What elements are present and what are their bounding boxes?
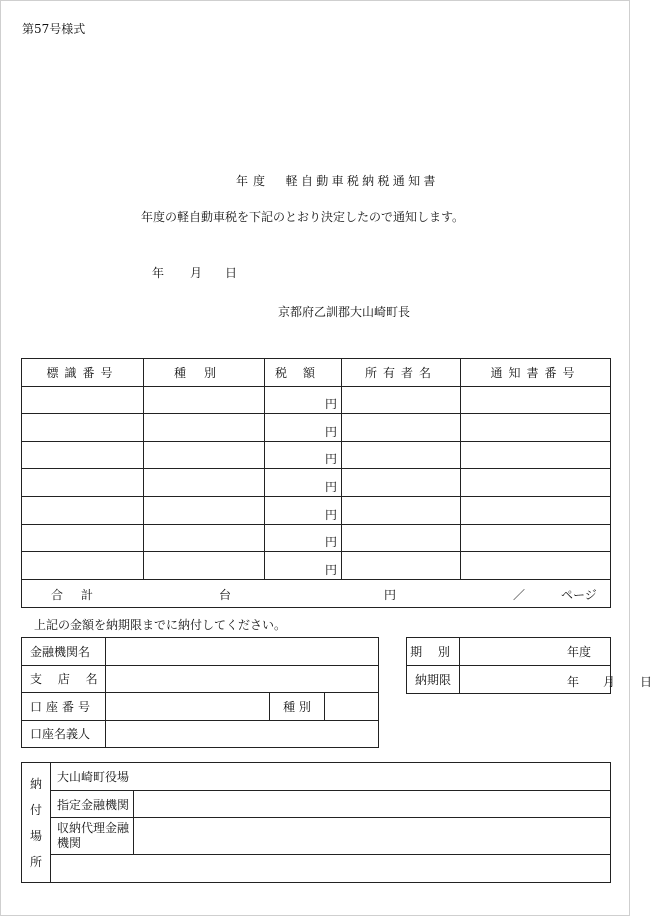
payment-place-extra (51, 855, 611, 883)
total-page-slash: ／ (513, 587, 526, 602)
collecting-agent-label: 収納代理金融機関 (51, 818, 134, 855)
bank-account-table (21, 637, 379, 748)
header-plate-number: 標識番号 (22, 359, 144, 387)
town-office: 大山崎町役場 (51, 763, 611, 791)
payment-place-label: 納 付 場 所 (22, 763, 51, 883)
term-label: 期 別 (407, 638, 460, 666)
total-yen-unit: 円 (384, 587, 397, 602)
date-year: 年 (152, 266, 165, 280)
due-month: 月 (603, 675, 616, 689)
collecting-agent-value (134, 818, 611, 855)
payment-place-table (21, 762, 611, 883)
total-row (22, 579, 611, 607)
due-date-value (460, 666, 652, 694)
table-row (22, 496, 611, 524)
bank-branch-value (106, 665, 379, 693)
form-number: 第57号様式 (22, 22, 86, 36)
yen-unit: 円 (265, 496, 342, 524)
account-holder-label: 口座名義人 (22, 720, 106, 748)
table-row (22, 469, 611, 497)
date-day: 日 (225, 266, 238, 280)
table-row (22, 441, 611, 469)
table-row (22, 414, 611, 442)
account-number-value (106, 693, 270, 721)
table-header-row (22, 359, 611, 387)
term-value: 年度 (460, 638, 611, 666)
account-type-label: 種 別 (270, 693, 325, 721)
designated-bank-value (134, 791, 611, 818)
payment-note: 上記の金額を納期限までに納付してください。 (34, 618, 287, 632)
header-type: 種別 (144, 359, 265, 387)
yen-unit: 円 (265, 524, 342, 552)
yen-unit: 円 (265, 469, 342, 497)
account-number-label: 口座番号 (22, 693, 106, 721)
payment-period-table (406, 637, 652, 694)
due-date-label: 納期限 (407, 666, 460, 694)
account-holder-value (106, 720, 379, 748)
intro-text: 年度の軽自動車税を下記のとおり決定したので通知します。 (141, 210, 465, 224)
date-month: 月 (190, 266, 203, 280)
header-owner-name: 所有者名 (342, 359, 461, 387)
table-row (22, 386, 611, 414)
vehicle-tax-table (21, 358, 611, 608)
bank-institution-value (106, 638, 379, 666)
yen-unit: 円 (265, 441, 342, 469)
table-row (22, 552, 611, 580)
designated-bank-label: 指定金融機関 (51, 791, 134, 818)
account-type-value (325, 693, 379, 721)
total-page-unit: ページ (561, 587, 597, 602)
total-vehicles-unit: 台 (219, 587, 232, 602)
due-day: 日 (640, 675, 652, 689)
yen-unit: 円 (265, 414, 342, 442)
title-year-label: 年度 (236, 174, 271, 188)
bank-branch-label: 支 店 名 (22, 665, 106, 693)
bank-institution-label: 金融機関名 (22, 638, 106, 666)
title-name: 軽自動車税納税通知書 (285, 174, 439, 188)
due-year: 年 (567, 675, 580, 689)
header-notice-number: 通知書番号 (461, 359, 611, 387)
yen-unit: 円 (265, 552, 342, 580)
total-label: 合計 (51, 587, 112, 602)
document-title (236, 172, 439, 189)
table-row (22, 524, 611, 552)
yen-unit: 円 (265, 386, 342, 414)
issuer-name: 京都府乙訓郡大山崎町長 (278, 305, 411, 319)
header-tax-amount: 税額 (265, 359, 342, 387)
